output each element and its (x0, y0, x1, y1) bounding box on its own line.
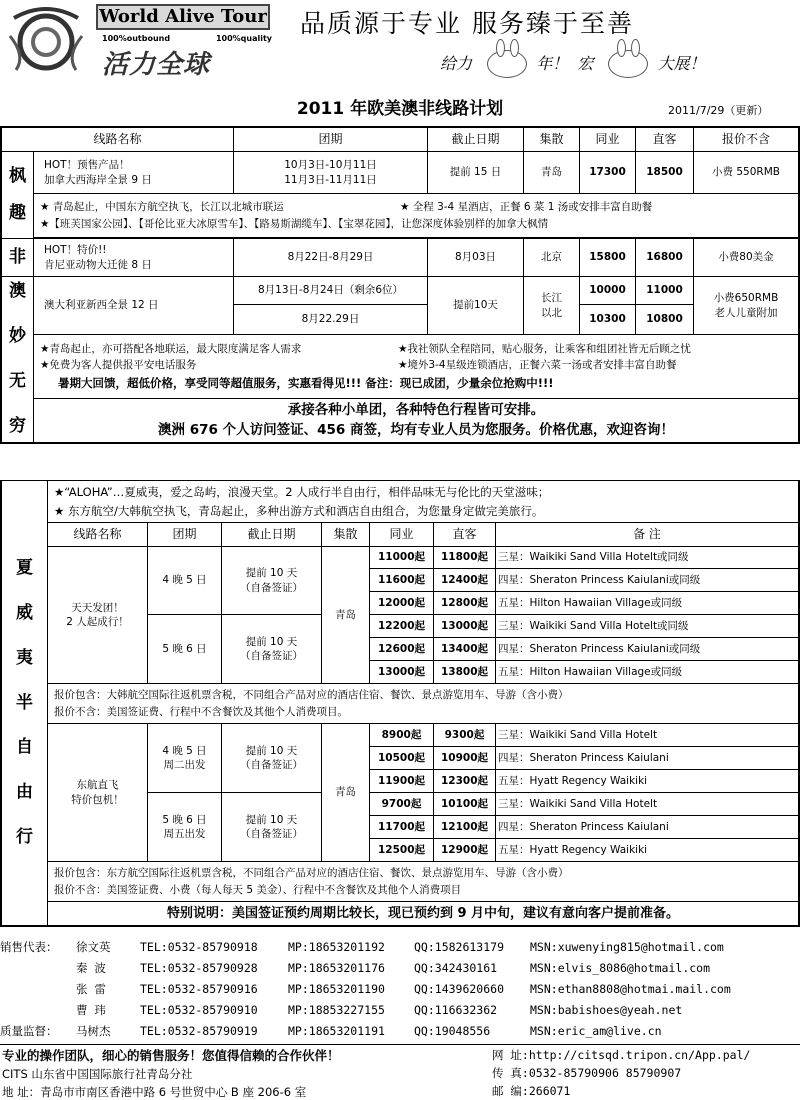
col-direct: 直客 (434, 523, 496, 547)
trade-price: 11000起 (370, 547, 434, 569)
contact-tel: TEL:0532-85790919 (140, 1023, 258, 1038)
australia-banner: 承接各种小单团，各种特色行程皆可安排。 澳洲 676 个人访问签证、456 商签，均有专业人员为您服务。价格优惠，欢迎咨询！ (34, 399, 799, 443)
table-row (2, 194, 799, 238)
sales-label: 销售代表： (0, 939, 58, 954)
route-dates: 10月3日-10月11日 11月3日-11月11日 (234, 152, 428, 194)
table-row (2, 277, 799, 305)
col-direct: 直客 (636, 128, 694, 152)
hub: 长江以北 (524, 277, 580, 335)
trade-price: 10000 (580, 277, 636, 305)
direct-price: 18500 (636, 152, 694, 194)
contact-row (0, 936, 800, 957)
fax-number: 0532-85790906 85790907 (528, 1066, 682, 1080)
direct-price: 12100起 (434, 816, 496, 839)
contact-qq: QQ:1439620660 (414, 981, 505, 996)
remark: 五星：Hilton Hawaiian Village或同级 (496, 661, 799, 684)
hub: 青岛 (322, 547, 370, 684)
table-row (2, 684, 799, 724)
contact-msn: MSN:ethan8808@hotmai.mail.com (530, 981, 731, 996)
col-hub: 集散 (524, 128, 580, 152)
price-included-excluded: 报价包含：大韩航空国际往返机票含税，不同组合产品对应的酒店住宿、餐饮、景点游览用车、导游（含小费） 报价不含：美国签证费、行程中不含餐饮及其他个人消费项目。 (48, 684, 799, 724)
trade-price: 12200起 (370, 615, 434, 638)
company-name: CITS 山东省中国国际旅行社青岛分社 (2, 1067, 193, 1081)
route-dates: 8月22日-8月29日 (234, 239, 428, 277)
hub: 青岛 (524, 152, 580, 194)
col-excluded: 报价不含 (694, 128, 799, 152)
direct-price: 10100起 (434, 793, 496, 816)
remark: 五星：Hyatt Regency Waikiki (496, 839, 799, 862)
direct-price: 12800起 (434, 592, 496, 615)
remark: 三星：Waikiki Sand Villa Hotelt或同级 (496, 547, 799, 569)
contact-msn: MSN:eric_am@live.cn (530, 1023, 662, 1038)
remark: 五星：Hyatt Regency Waikiki (496, 770, 799, 793)
route-name: 东航直飞 特价包机！ (48, 724, 148, 862)
footer-contacts (492, 1046, 750, 1100)
hawaii-table (0, 480, 800, 927)
col-deadline: 截止日期 (428, 128, 524, 152)
route-notes: ★ 青岛起止，中国东方航空执飞，长江以北城市联运 ★ 全程 3-4 星酒店，正餐 6 菜 1 汤或安排丰富自助餐 ★【班芙国家公园】、【哥伦比亚大冰原雪车】、【路易斯湖缆车】、【宝翠花园】，让您深度体验别样的加拿大枫情 (34, 194, 799, 238)
logo (6, 2, 276, 78)
remark: 三星：Waikiki Sand Villa Hotelt或同级 (496, 615, 799, 638)
contact-tel: TEL:0532-85790916 (140, 981, 258, 996)
col-hub: 集散 (322, 523, 370, 547)
route-name: 天天发团！ 2 人起成行！ (48, 547, 148, 684)
excluded: 小费650RMB 老人儿童附加 (694, 277, 799, 335)
table-row (2, 239, 799, 277)
contact-name: 张 雷 (76, 981, 106, 996)
deadline: 提前 10 天 （自备签证） (222, 724, 322, 793)
contact-mobile: MP:18653201176 (288, 960, 385, 975)
remark: 三星：Waikiki Sand Villa Hotelt (496, 724, 799, 747)
route-period: 5 晚 6 日 周五出发 (148, 793, 222, 862)
contact-name: 马树杰 (76, 1023, 111, 1038)
deadline: 提前 10 天 （自备签证） (222, 547, 322, 615)
excluded: 小费80美金 (694, 239, 799, 277)
route-name: HOT！预售产品！ 加拿大西海岸全景 9 日 (34, 152, 234, 194)
col-trade: 同业 (370, 523, 434, 547)
col-route-name: 线路名称 (2, 128, 234, 152)
rabbit-icon (487, 50, 527, 78)
col-trade: 同业 (580, 128, 636, 152)
direct-price: 12300起 (434, 770, 496, 793)
direct-price: 10900起 (434, 747, 496, 770)
col-dates: 团期 (148, 523, 222, 547)
category-canada: 枫 趣 (2, 152, 34, 239)
trade-price: 17300 (580, 152, 636, 194)
trade-price: 13000起 (370, 661, 434, 684)
direct-price: 11000 (636, 277, 694, 305)
slogan: 品质源于专业 服务臻于至善 (300, 9, 634, 38)
category-australia: 澳 妙 无 穷 (2, 277, 34, 443)
table-row (2, 902, 799, 926)
page-title: 2011 年欧美澳非线路计划 (296, 99, 504, 119)
brand-name-cn: 活力全球 (102, 50, 211, 80)
col-dates: 团期 (234, 128, 428, 152)
direct-price: 13000起 (434, 615, 496, 638)
category-africa: 非 (2, 239, 34, 277)
web-label: 网 址: (492, 1048, 529, 1062)
direct-price: 9300起 (434, 724, 496, 747)
deadline: 提前 15 日 (428, 152, 524, 194)
greeting-part-2: 年！ (536, 53, 569, 73)
contact-qq: QQ:342430161 (414, 960, 498, 975)
table-row (2, 152, 799, 194)
qa-label: 质量监督： (0, 1023, 58, 1038)
col-route-name: 线路名称 (48, 523, 148, 547)
col-deadline: 截止日期 (222, 523, 322, 547)
contact-tel: TEL:0532-85790910 (140, 1002, 258, 1017)
website-link[interactable]: http://citsqd.tripon.cn/App.pal/ (528, 1048, 751, 1062)
excluded: 小费 550RMB (694, 152, 799, 194)
contact-row (0, 978, 800, 999)
direct-price: 16800 (636, 239, 694, 277)
remark: 五星：Hilton Hawaiian Village或同级 (496, 592, 799, 615)
fax-label: 传 真: (492, 1066, 529, 1080)
contact-mobile: MP:18853227155 (288, 1002, 385, 1017)
price-included-excluded: 报价包含：东方航空国际往返机票含税，不同组合产品对应的酒店住宿、餐饮、景点游览用车、导游（含小费） 报价不含：美国签证费、小费（每人每天 5 美金）、行程中不含餐饮及其他个人消费项目 (48, 862, 799, 902)
route-dates: 8月13日-8月24日（剩余6位） (234, 277, 428, 305)
hub: 北京 (524, 239, 580, 277)
divider (0, 1044, 800, 1045)
trade-price: 8900起 (370, 724, 434, 747)
deadline: 提前 10 天 （自备签证） (222, 615, 322, 684)
brand-sub-left: 100%outbound (102, 34, 171, 43)
contact-mobile: MP:18653201190 (288, 981, 385, 996)
route-name: 澳大利亚新西全景 12 日 (34, 277, 234, 335)
postcode: 266071 (528, 1084, 571, 1098)
contact-tel: TEL:0532-85790928 (140, 960, 258, 975)
hub: 青岛 (322, 724, 370, 862)
table-row (2, 481, 799, 523)
contact-mobile: MP:18653201191 (288, 1023, 385, 1038)
direct-price: 10800 (636, 305, 694, 335)
remark: 四星：Sheraton Princess Kaiulani或同级 (496, 569, 799, 592)
remark: 四星：Sheraton Princess Kaiulani (496, 747, 799, 770)
route-period: 5 晚 6 日 (148, 615, 222, 684)
contact-mobile: MP:18653201192 (288, 939, 385, 954)
route-period: 4 晚 5 日 周二出发 (148, 724, 222, 793)
rabbit-icon (608, 50, 648, 78)
greeting-part-3: 宏 (577, 53, 594, 73)
deadline: 提前 10 天 （自备签证） (222, 793, 322, 862)
trade-price: 11900起 (370, 770, 434, 793)
contact-name: 徐文英 (76, 939, 111, 954)
route-dates: 8月22.29日 (234, 305, 428, 335)
direct-price: 13400起 (434, 638, 496, 661)
table-row (2, 862, 799, 902)
greeting-part-1: 给力 (440, 53, 473, 73)
contact-row (0, 999, 800, 1020)
table-row (2, 724, 799, 747)
deadline: 提前10天 (428, 277, 524, 335)
category-hawaii: 夏 威 夷 半 自 由 行 (2, 481, 48, 926)
table-header (2, 523, 799, 547)
trade-price: 15800 (580, 239, 636, 277)
logo-swirl-icon (6, 6, 86, 74)
trade-price: 12500起 (370, 839, 434, 862)
trade-price: 9700起 (370, 793, 434, 816)
table-row (2, 335, 799, 399)
route-period: 4 晚 5 日 (148, 547, 222, 615)
direct-price: 12400起 (434, 569, 496, 592)
table-row (2, 547, 799, 569)
trade-price: 12600起 (370, 638, 434, 661)
trade-price: 11700起 (370, 816, 434, 839)
hawaii-intro: ★“ALOHA”…夏威夷，爱之岛屿，浪漫天堂。2 人成行半自由行，相伴品味无与伦比的天堂滋味； ★ 东方航空/大韩航空执飞，青岛起止，多种出游方式和酒店自由组合，为您量身定做完美旅行。 (48, 481, 799, 523)
brand-subtitle (102, 34, 272, 43)
brand-sub-right: 100%quality (215, 34, 272, 43)
contacts (0, 936, 800, 1041)
contact-msn: MSN:xuwenying815@hotmail.com (530, 939, 724, 954)
direct-price: 12900起 (434, 839, 496, 862)
direct-price: 13800起 (434, 661, 496, 684)
footer-motto: 专业的操作团队，细心的销售服务！您值得信赖的合作伙伴！ (2, 1048, 340, 1063)
deadline: 8月03日 (428, 239, 524, 277)
direct-price: 11800起 (434, 547, 496, 569)
contact-qq: QQ:116632362 (414, 1002, 498, 1017)
contact-msn: MSN:elvis_8086@hotmail.com (530, 960, 711, 975)
remark: 四星：Sheraton Princess Kaiulani (496, 816, 799, 839)
contact-tel: TEL:0532-85790918 (140, 939, 258, 954)
trade-price: 10300 (580, 305, 636, 335)
trade-price: 11600起 (370, 569, 434, 592)
special-note: 特别说明：美国签证预约周期比较长，现已预约到 9 月中旬，建议有意向客户提前准备。 (48, 902, 799, 926)
table-header (2, 128, 799, 152)
contact-row (0, 1020, 800, 1041)
contact-msn: MSN:babishoes@yeah.net (530, 1002, 683, 1017)
update-date: 2011/7/29（更新） (668, 104, 769, 117)
remark: 四星：Sheraton Princess Kaiulani或同级 (496, 638, 799, 661)
contact-row (0, 957, 800, 978)
brand-name-en: World Alive Tour (96, 4, 270, 30)
routes-table (0, 126, 800, 444)
contact-name: 秦 波 (76, 960, 106, 975)
route-name: HOT！特价!! 肯尼亚动物大迁徙 8 日 (34, 239, 234, 277)
greeting-part-4: 大展！ (657, 53, 706, 73)
remark: 三星：Waikiki Sand Villa Hotelt (496, 793, 799, 816)
post-label: 邮 编: (492, 1084, 529, 1098)
col-remarks: 备 注 (496, 523, 799, 547)
contact-name: 曹 玮 (76, 1002, 106, 1017)
route-notes: ★青岛起止，亦可搭配各地联运，最大限度满足客人需求 ★我社领队全程陪同，贴心服务，让乘客和组团社皆无后顾之忧 ★免费为客人提供报平安电话服务 ★境外3-4星级连锁酒店，正餐六菜一汤或者安排丰富自助餐 暑期大回馈，超低价格，享受同等超值服务，实惠看得见!!! 备注：现已成团，少量余位抢购中!!! (34, 335, 799, 399)
trade-price: 10500起 (370, 747, 434, 770)
greeting (440, 50, 710, 78)
table-row (2, 399, 799, 443)
company-address: 地 址：青岛市市南区香港中路 6 号世贸中心 B 座 206-6 室 (2, 1085, 307, 1099)
trade-price: 12000起 (370, 592, 434, 615)
contact-qq: QQ:1582613179 (414, 939, 505, 954)
contact-qq: QQ:19048556 (414, 1023, 491, 1038)
